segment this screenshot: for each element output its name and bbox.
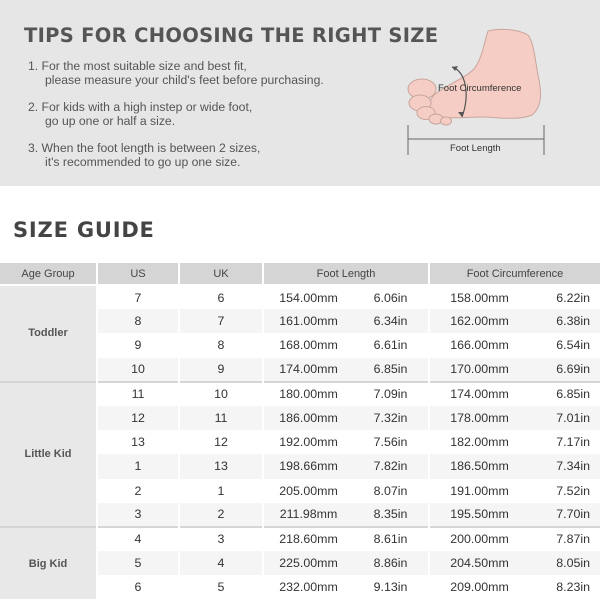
foot-length-mm-cell: 211.98mm <box>263 503 353 527</box>
tips-title: TIPS FOR CHOOSING THE RIGHT SIZE <box>24 24 439 47</box>
foot-length-mm-cell: 232.00mm <box>263 575 353 599</box>
foot-length-mm-cell: 205.00mm <box>263 479 353 503</box>
foot-length-in-cell: 8.07in <box>353 479 429 503</box>
foot-length-in-cell: 6.61in <box>353 333 429 357</box>
table-row <box>0 527 600 551</box>
foot-length-mm-cell: 154.00mm <box>263 285 353 309</box>
header-foot-length: Foot Length <box>263 263 429 285</box>
foot-length-mm-cell: 192.00mm <box>263 430 353 454</box>
foot-circumference-mm-cell: 182.00mm <box>429 430 529 454</box>
foot-length-mm-cell: 161.00mm <box>263 309 353 333</box>
us-cell: 8 <box>97 309 179 333</box>
us-cell: 7 <box>97 285 179 309</box>
foot-circumference-mm-cell: 178.00mm <box>429 406 529 430</box>
foot-length-mm-cell: 180.00mm <box>263 382 353 406</box>
uk-cell: 10 <box>179 382 263 406</box>
us-cell: 11 <box>97 382 179 406</box>
table-row <box>0 285 600 309</box>
tip-1-line-2: please measure your child's feet before purchasing. <box>45 73 324 87</box>
foot-length-in-cell: 6.85in <box>353 358 429 382</box>
header-uk: UK <box>179 263 263 285</box>
tip-1-line-1: 1. For the most suitable size and best fit, <box>28 59 247 73</box>
foot-length-in-cell: 7.09in <box>353 382 429 406</box>
foot-circumference-in-cell: 7.70in <box>529 503 600 527</box>
foot-circumference-in-cell: 7.17in <box>529 430 600 454</box>
us-cell: 13 <box>97 430 179 454</box>
header-foot-circumference: Foot Circumference <box>429 263 600 285</box>
tip-2-line-2: go up one or half a size. <box>45 114 176 128</box>
foot-circumference-in-cell: 6.22in <box>529 285 600 309</box>
foot-circumference-mm-cell: 191.00mm <box>429 479 529 503</box>
us-cell: 1 <box>97 454 179 478</box>
foot-circumference-in-cell: 6.38in <box>529 309 600 333</box>
foot-length-in-cell: 9.13in <box>353 575 429 599</box>
foot-circumference-in-cell: 7.34in <box>529 454 600 478</box>
age-group-cell: Toddler <box>0 285 97 382</box>
foot-circumference-in-cell: 7.52in <box>529 479 600 503</box>
foot-circumference-in-cell: 7.01in <box>529 406 600 430</box>
uk-cell: 8 <box>179 333 263 357</box>
uk-cell: 12 <box>179 430 263 454</box>
foot-length-mm-cell: 174.00mm <box>263 358 353 382</box>
us-cell: 10 <box>97 358 179 382</box>
tip-2 <box>28 100 252 128</box>
tip-1 <box>28 59 324 87</box>
uk-cell: 6 <box>179 285 263 309</box>
uk-cell: 2 <box>179 503 263 527</box>
foot-length-in-cell: 8.86in <box>353 551 429 575</box>
us-cell: 9 <box>97 333 179 357</box>
table-header-row <box>0 263 600 285</box>
header-age-group: Age Group <box>0 263 97 285</box>
uk-cell: 3 <box>179 527 263 551</box>
uk-cell: 9 <box>179 358 263 382</box>
foot-circumference-mm-cell: 209.00mm <box>429 575 529 599</box>
foot-length-in-cell: 7.56in <box>353 430 429 454</box>
foot-circumference-mm-cell: 186.50mm <box>429 454 529 478</box>
foot-length-in-cell: 7.32in <box>353 406 429 430</box>
foot-circumference-in-cell: 6.54in <box>529 333 600 357</box>
foot-circumference-mm-cell: 170.00mm <box>429 358 529 382</box>
tip-3 <box>28 141 260 169</box>
age-group-cell: Little Kid <box>0 382 97 527</box>
foot-length-in-cell: 7.82in <box>353 454 429 478</box>
age-group-cell: Big Kid <box>0 527 97 600</box>
uk-cell: 4 <box>179 551 263 575</box>
us-cell: 6 <box>97 575 179 599</box>
foot-measurement-diagram <box>400 25 560 165</box>
foot-circumference-in-cell: 8.23in <box>529 575 600 599</box>
size-guide-title: SIZE GUIDE <box>13 218 155 242</box>
us-cell: 2 <box>97 479 179 503</box>
foot-length-in-cell: 6.06in <box>353 285 429 309</box>
uk-cell: 5 <box>179 575 263 599</box>
foot-length-in-cell: 6.34in <box>353 309 429 333</box>
tip-3-line-2: it's recommended to go up one size. <box>45 155 241 169</box>
uk-cell: 11 <box>179 406 263 430</box>
us-cell: 4 <box>97 527 179 551</box>
table-row <box>0 382 600 406</box>
foot-circumference-mm-cell: 158.00mm <box>429 285 529 309</box>
us-cell: 3 <box>97 503 179 527</box>
uk-cell: 1 <box>179 479 263 503</box>
foot-circumference-mm-cell: 174.00mm <box>429 382 529 406</box>
tip-2-line-1: 2. For kids with a high instep or wide foot, <box>28 100 253 114</box>
size-guide-table <box>0 263 600 599</box>
foot-circumference-mm-cell: 166.00mm <box>429 333 529 357</box>
foot-circumference-mm-cell: 195.50mm <box>429 503 529 527</box>
foot-length-mm-cell: 218.60mm <box>263 527 353 551</box>
foot-length-in-cell: 8.61in <box>353 527 429 551</box>
us-cell: 5 <box>97 551 179 575</box>
size-guide-body <box>0 285 600 599</box>
uk-cell: 13 <box>179 454 263 478</box>
tip-3-line-1: 3. When the foot length is between 2 sizes, <box>28 141 261 155</box>
foot-length-in-cell: 8.35in <box>353 503 429 527</box>
foot-length-mm-cell: 186.00mm <box>263 406 353 430</box>
foot-circumference-in-cell: 6.69in <box>529 358 600 382</box>
foot-circumference-mm-cell: 204.50mm <box>429 551 529 575</box>
foot-circumference-mm-cell: 200.00mm <box>429 527 529 551</box>
foot-circumference-mm-cell: 162.00mm <box>429 309 529 333</box>
header-us: US <box>97 263 179 285</box>
foot-length-mm-cell: 168.00mm <box>263 333 353 357</box>
foot-length-mm-cell: 198.66mm <box>263 454 353 478</box>
foot-length-label: Foot Length <box>450 143 501 154</box>
foot-circumference-in-cell: 7.87in <box>529 527 600 551</box>
foot-circumference-label: Foot Circumference <box>438 83 522 94</box>
us-cell: 12 <box>97 406 179 430</box>
foot-circumference-in-cell: 8.05in <box>529 551 600 575</box>
uk-cell: 7 <box>179 309 263 333</box>
foot-circumference-in-cell: 6.85in <box>529 382 600 406</box>
tips-panel <box>0 0 600 186</box>
foot-length-mm-cell: 225.00mm <box>263 551 353 575</box>
